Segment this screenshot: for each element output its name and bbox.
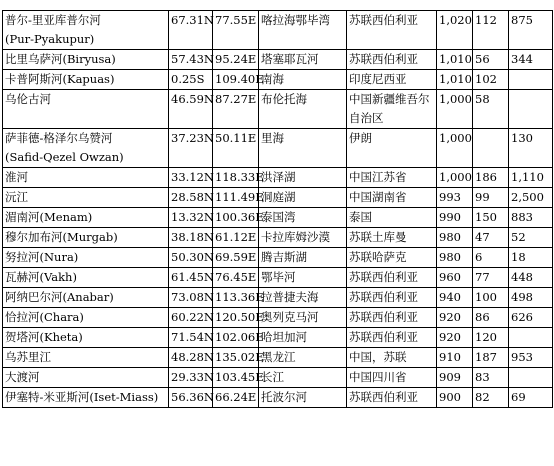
basin-cell: 52: [509, 228, 553, 248]
river-latin-name: (Safid-Qezel Owzan): [5, 150, 124, 164]
river-name: 贺塔河(Kheta): [5, 330, 83, 344]
river-name-cell: [3, 288, 169, 308]
length-cell: 980: [437, 248, 473, 268]
river-name-cell: [3, 388, 169, 408]
country-cell: 苏联西伯利亚: [347, 268, 437, 288]
latitude-cell: 61.45N: [169, 268, 213, 288]
river-name-cell: [3, 248, 169, 268]
flow-cell: 82: [473, 388, 509, 408]
river-name-cell: [3, 268, 169, 288]
table-row: [3, 368, 553, 388]
basin-cell: 883: [509, 208, 553, 228]
basin-cell: 1,110: [509, 168, 553, 188]
longitude-cell: 120.50E: [213, 308, 259, 328]
river-name: 穆尔加布河(Murgab): [5, 230, 118, 244]
river-name-cell: [3, 228, 169, 248]
country-cell: 泰国: [347, 208, 437, 228]
latitude-cell: 37.23N: [169, 129, 213, 168]
river-name-cell: [3, 70, 169, 90]
latitude-cell: 73.08N: [169, 288, 213, 308]
longitude-cell: 77.55E: [213, 11, 259, 50]
country-cell: 苏联西伯利亚: [347, 308, 437, 328]
mouth-cell: 腾吉斯湖: [259, 248, 347, 268]
country-cell: 苏联西伯利亚: [347, 11, 437, 50]
basin-cell: 344: [509, 50, 553, 70]
flow-cell: 102: [473, 70, 509, 90]
table-row: [3, 228, 553, 248]
river-name-cell: [3, 129, 169, 168]
latitude-cell: 29.33N: [169, 368, 213, 388]
mouth-cell: 里海: [259, 129, 347, 168]
river-name: 乌伦古河: [5, 92, 51, 106]
basin-cell: [509, 368, 553, 388]
river-name-cell: [3, 188, 169, 208]
mouth-cell: 长江: [259, 368, 347, 388]
mouth-cell: 黑龙江: [259, 348, 347, 368]
basin-cell: 69: [509, 388, 553, 408]
flow-cell: 100: [473, 288, 509, 308]
flow-cell: 112: [473, 11, 509, 50]
latitude-cell: 60.22N: [169, 308, 213, 328]
country-cell: 苏联哈萨克: [347, 248, 437, 268]
longitude-cell: 113.36E: [213, 288, 259, 308]
longitude-cell: 95.24E: [213, 50, 259, 70]
basin-cell: 498: [509, 288, 553, 308]
mouth-cell: 奥列克马河: [259, 308, 347, 328]
river-name: 比里乌萨河(Biryusa): [5, 52, 116, 66]
flow-cell: 83: [473, 368, 509, 388]
flow-cell: 86: [473, 308, 509, 328]
latitude-cell: 0.25S: [169, 70, 213, 90]
mouth-cell: 塔塞耶瓦河: [259, 50, 347, 70]
country-cell: 中国四川省: [347, 368, 437, 388]
mouth-cell: 卡拉库姆沙漠: [259, 228, 347, 248]
longitude-cell: 69.59E: [213, 248, 259, 268]
latitude-cell: 71.54N: [169, 328, 213, 348]
table-row: [3, 388, 553, 408]
table-row: [3, 288, 553, 308]
river-name: 努拉河(Nura): [5, 250, 79, 264]
flow-cell: 186: [473, 168, 509, 188]
flow-cell: 58: [473, 90, 509, 129]
mouth-cell: 南海: [259, 70, 347, 90]
latitude-cell: 28.58N: [169, 188, 213, 208]
longitude-cell: 103.45E: [213, 368, 259, 388]
river-name: 瓦赫河(Vakh): [5, 270, 77, 284]
country-cell: 中国江苏省: [347, 168, 437, 188]
length-cell: 993: [437, 188, 473, 208]
river-name: 湄南河(Menam): [5, 210, 93, 224]
basin-cell: 448: [509, 268, 553, 288]
mouth-cell: 喀拉海鄂毕湾: [259, 11, 347, 50]
country-cell: 伊朗: [347, 129, 437, 168]
river-name-cell: [3, 50, 169, 70]
flow-cell: 56: [473, 50, 509, 70]
river-name: 卡普阿斯河(Kapuas): [5, 72, 115, 86]
country-cell: 苏联土库曼: [347, 228, 437, 248]
flow-cell: 77: [473, 268, 509, 288]
mouth-cell: 托波尔河: [259, 388, 347, 408]
basin-cell: 18: [509, 248, 553, 268]
latitude-cell: 50.30N: [169, 248, 213, 268]
river-latin-name: (Pur-Pyakupur): [5, 32, 95, 46]
country-cell: 苏联西伯利亚: [347, 50, 437, 70]
table-row: [3, 129, 553, 168]
flow-cell: 47: [473, 228, 509, 248]
table-row: [3, 188, 553, 208]
mouth-cell: 泰国湾: [259, 208, 347, 228]
river-name: 乌苏里江: [5, 350, 51, 364]
longitude-cell: 102.06E: [213, 328, 259, 348]
basin-cell: 875: [509, 11, 553, 50]
longitude-cell: 111.49E: [213, 188, 259, 208]
country-cell: 中国新疆维吾尔自治区: [347, 90, 437, 129]
table-row: [3, 268, 553, 288]
country-cell: 苏联西伯利亚: [347, 328, 437, 348]
longitude-cell: 87.27E: [213, 90, 259, 129]
river-name-cell: [3, 348, 169, 368]
longitude-cell: 61.12E: [213, 228, 259, 248]
basin-cell: 130: [509, 129, 553, 168]
longitude-cell: 135.02E: [213, 348, 259, 368]
length-cell: 920: [437, 308, 473, 328]
table-row: [3, 90, 553, 129]
latitude-cell: 57.43N: [169, 50, 213, 70]
flow-cell: 120: [473, 328, 509, 348]
length-cell: 1,010: [437, 50, 473, 70]
length-cell: 910: [437, 348, 473, 368]
length-cell: 1,000: [437, 90, 473, 129]
table-row: [3, 308, 553, 328]
length-cell: 1,000: [437, 129, 473, 168]
longitude-cell: 118.33E: [213, 168, 259, 188]
mouth-cell: 布伦托海: [259, 90, 347, 129]
mouth-cell: 洞庭湖: [259, 188, 347, 208]
flow-cell: [473, 129, 509, 168]
country-cell: 印度尼西亚: [347, 70, 437, 90]
basin-cell: [509, 328, 553, 348]
longitude-cell: 109.40E: [213, 70, 259, 90]
table-row: [3, 248, 553, 268]
country-cell: 中国，苏联: [347, 348, 437, 368]
mouth-cell: 拉普捷夫海: [259, 288, 347, 308]
latitude-cell: 33.12N: [169, 168, 213, 188]
basin-cell: 626: [509, 308, 553, 328]
length-cell: 990: [437, 208, 473, 228]
longitude-cell: 100.36E: [213, 208, 259, 228]
river-name-cell: [3, 368, 169, 388]
country-cell: 中国湖南省: [347, 188, 437, 208]
table-row: [3, 70, 553, 90]
table-row: [3, 168, 553, 188]
basin-cell: 953: [509, 348, 553, 368]
river-name: 淮河: [5, 170, 28, 184]
basin-cell: 2,500: [509, 188, 553, 208]
flow-cell: 99: [473, 188, 509, 208]
river-name: 恰拉河(Chara): [5, 310, 84, 324]
table-row: [3, 328, 553, 348]
length-cell: 920: [437, 328, 473, 348]
table-row: [3, 348, 553, 368]
length-cell: 960: [437, 268, 473, 288]
flow-cell: 187: [473, 348, 509, 368]
basin-cell: [509, 90, 553, 129]
basin-cell: [509, 70, 553, 90]
mouth-cell: 哈坦加河: [259, 328, 347, 348]
river-name-cell: [3, 90, 169, 129]
country-cell: 苏联西伯利亚: [347, 288, 437, 308]
river-name: 伊塞特-米亚斯河(Iset-Miass): [5, 390, 159, 404]
river-name: 普尔-里亚库普尔河: [5, 13, 101, 27]
river-table: [2, 10, 553, 408]
longitude-cell: 66.24E: [213, 388, 259, 408]
latitude-cell: 67.31N: [169, 11, 213, 50]
length-cell: 940: [437, 288, 473, 308]
river-name: 沅江: [5, 190, 28, 204]
length-cell: 1,000: [437, 168, 473, 188]
longitude-cell: 76.45E: [213, 268, 259, 288]
latitude-cell: 38.18N: [169, 228, 213, 248]
longitude-cell: 50.11E: [213, 129, 259, 168]
river-name: 大渡河: [5, 370, 40, 384]
table-row: [3, 11, 553, 50]
latitude-cell: 13.32N: [169, 208, 213, 228]
river-name-cell: [3, 308, 169, 328]
flow-cell: 150: [473, 208, 509, 228]
flow-cell: 6: [473, 248, 509, 268]
country-cell: 苏联西伯利亚: [347, 388, 437, 408]
river-name-cell: [3, 328, 169, 348]
length-cell: 909: [437, 368, 473, 388]
latitude-cell: 46.59N: [169, 90, 213, 129]
latitude-cell: 56.36N: [169, 388, 213, 408]
river-name-cell: [3, 11, 169, 50]
mouth-cell: 洪泽湖: [259, 168, 347, 188]
table-row: [3, 208, 553, 228]
mouth-cell: 鄂毕河: [259, 268, 347, 288]
length-cell: 900: [437, 388, 473, 408]
river-name: 萨菲德-格泽尔乌赞河: [5, 131, 113, 145]
river-name-cell: [3, 168, 169, 188]
length-cell: 980: [437, 228, 473, 248]
length-cell: 1,010: [437, 70, 473, 90]
length-cell: 1,020: [437, 11, 473, 50]
latitude-cell: 48.28N: [169, 348, 213, 368]
river-name: 阿纳巴尔河(Anabar): [5, 290, 114, 304]
table-row: [3, 50, 553, 70]
river-name-cell: [3, 208, 169, 228]
